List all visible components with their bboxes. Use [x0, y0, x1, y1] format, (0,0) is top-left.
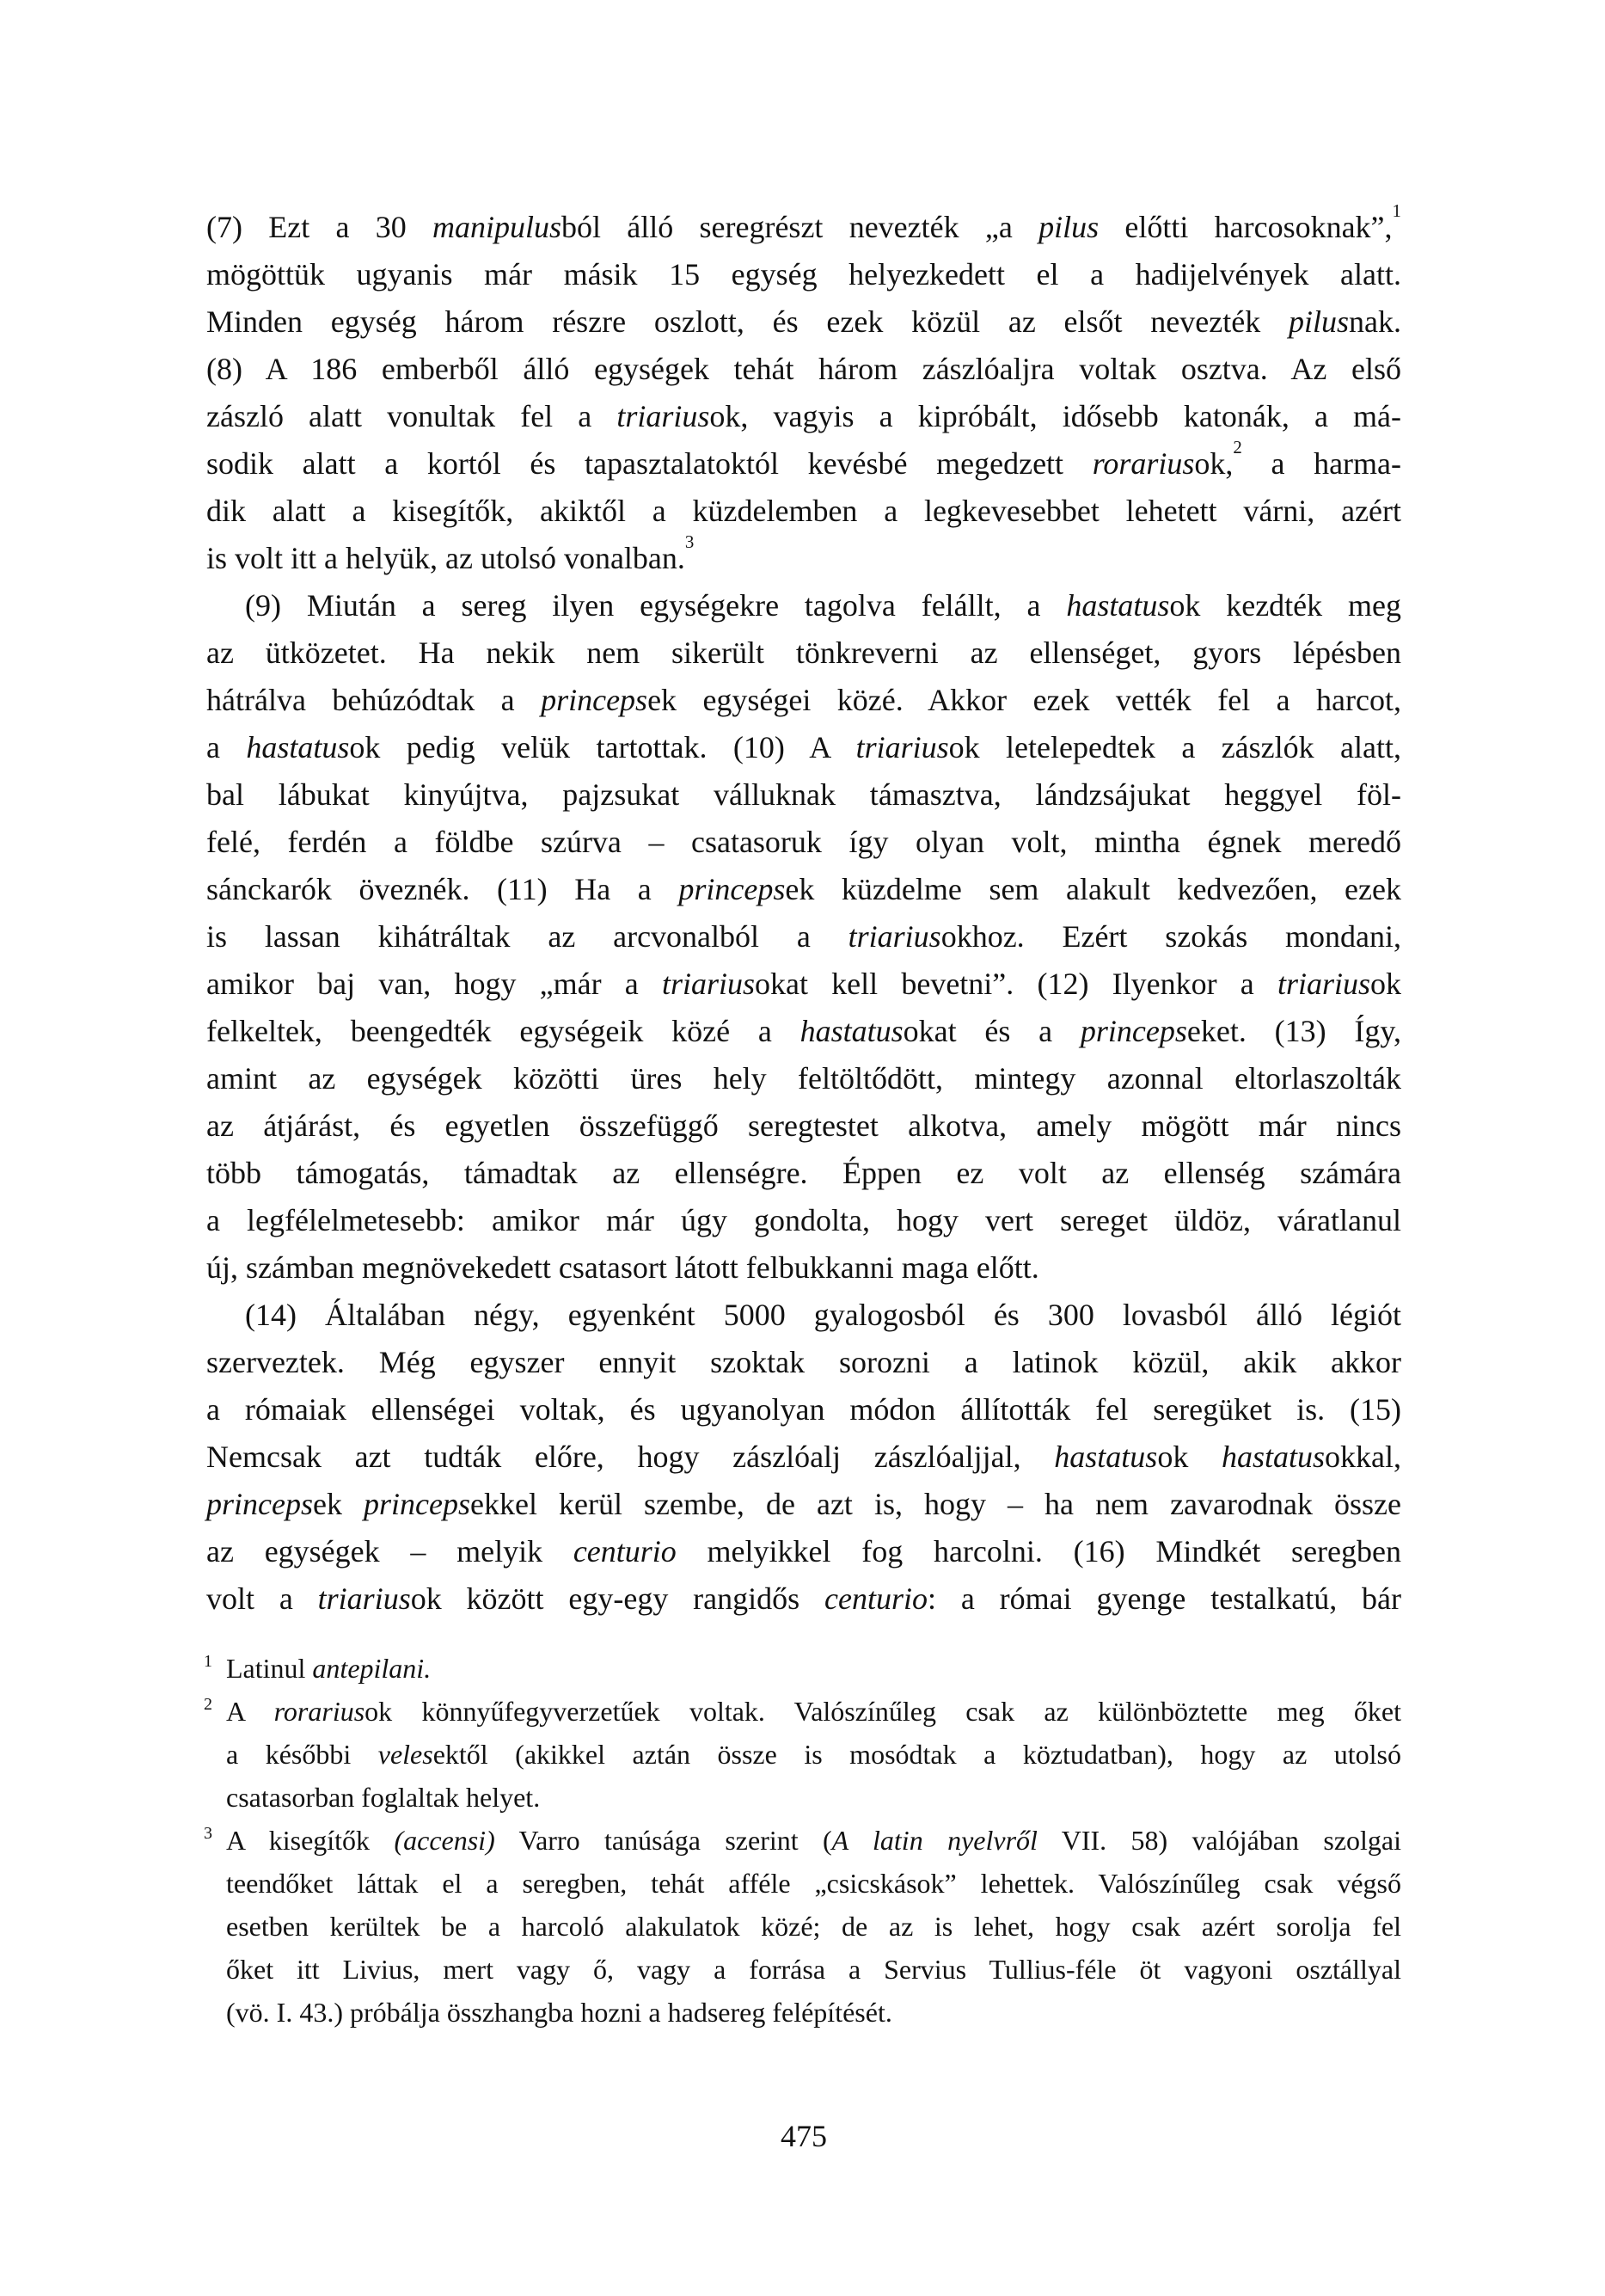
text-line: [206, 1150, 1401, 1197]
text-line: [226, 1905, 1401, 1948]
text-line: [206, 298, 1401, 346]
latin-term: princeps: [541, 683, 648, 717]
latin-term: pilus: [1038, 210, 1100, 244]
text-segment: volt a: [206, 1581, 318, 1616]
text-segment: okat kell bevetni”. (12) Ilyenkor a: [755, 967, 1277, 1001]
text-segment: Varro tanúsága szerint (: [494, 1825, 832, 1856]
text-segment: előtti harcosoknak”,: [1099, 210, 1393, 244]
text-segment: ok letelepedtek a zászlók alatt,: [948, 730, 1401, 764]
text-segment: okkal,: [1325, 1440, 1402, 1474]
text-line: [206, 1528, 1401, 1575]
latin-term: hastatus: [246, 730, 350, 764]
text-segment: Latinul: [226, 1653, 313, 1684]
text-segment: bal lábukat kinyújtva, pajzsukat válluknak támasztva, lándzsájukat heggyel föl-: [206, 777, 1401, 812]
latin-term: princeps: [678, 872, 786, 906]
text-segment: ok könnyűfegyverzetűek voltak. Valószínűleg csak az különböztette meg őket: [364, 1696, 1402, 1727]
text-segment: ok kezdték meg: [1169, 588, 1401, 623]
text-line: [206, 677, 1401, 724]
text-line: [206, 251, 1401, 298]
text-segment: dik alatt a kisegítők, akiktől a küzdelemben a legkevesebbet lehetett várni, azért: [206, 494, 1401, 528]
latin-term: triarius: [661, 967, 756, 1001]
text-segment: több támogatás, támadtak az ellenségre. Éppen ez volt az ellenség számára: [206, 1156, 1401, 1190]
footnotes: [206, 1647, 1401, 2034]
latin-term: princeps: [1080, 1014, 1187, 1048]
text-line: [206, 629, 1401, 677]
text-line: [206, 393, 1401, 440]
text-segment: felkeltek, beengedték egységeik közé a: [206, 1014, 800, 1048]
latin-term: hastatus: [1054, 1440, 1158, 1474]
text-segment: csatasorban foglaltak helyet.: [226, 1782, 541, 1813]
text-segment: melyikkel fog harcolni. (16) Mindkét seregben: [676, 1534, 1401, 1569]
text-segment: a későbbi: [226, 1739, 378, 1770]
text-line: [226, 1948, 1401, 1991]
latin-term: A latin nyelvről: [831, 1825, 1038, 1856]
text-segment: teendőket láttak el a seregben, tehát afféle „csicskások” lehettek. Valószínűleg csak végső: [226, 1868, 1401, 1899]
text-segment: Minden egység három részre oszlott, és ezek közül az elsőt nevezték: [206, 304, 1289, 339]
text-segment: is volt itt a helyük, az utolsó vonalban.: [206, 541, 685, 575]
text-segment: (vö. I. 43.) próbálja összhangba hozni a hadsereg felépítését.: [226, 1997, 892, 2028]
text-segment: okat és a: [903, 1014, 1081, 1048]
latin-term: princeps: [206, 1487, 313, 1521]
footnote-ref: 1: [1392, 200, 1401, 222]
text-line: [206, 1481, 1401, 1528]
text-line: [206, 1102, 1401, 1150]
text-segment: (8) A 186 emberből álló egységek tehát három zászlóaljra voltak osztva. Az első: [206, 352, 1401, 386]
main-text: [206, 200, 1402, 1623]
footnote-ref: 3: [684, 531, 695, 553]
latin-term: triarius: [848, 919, 941, 954]
text-segment: ok között egy-egy rangidős: [410, 1581, 824, 1616]
latin-term: rorarius: [273, 1696, 365, 1727]
latin-term: triarius: [317, 1581, 411, 1616]
text-segment: zászló alatt vonultak fel a: [206, 399, 617, 433]
text-line: [206, 1055, 1401, 1102]
text-line: [226, 1690, 1401, 1733]
text-segment: sodik alatt a kortól és tapasztalatoktól kevésbé megedzett: [206, 446, 1093, 481]
latin-term: princeps: [364, 1487, 470, 1521]
text-segment: A kisegítők: [226, 1825, 395, 1856]
text-segment: őket itt Livius, mert vagy ő, vagy a forrása a Servius Tullius-féle öt vagyoni osztállyal: [226, 1954, 1401, 1985]
text-line: [206, 200, 1401, 251]
text-segment: amint az egységek közötti üres hely feltöltődött, mintegy azonnal eltorlaszolták: [206, 1061, 1401, 1096]
text-segment: sánckarók öveznék. (11) Ha a: [206, 872, 679, 906]
text-segment: ok: [1370, 967, 1401, 1001]
text-segment: hátrálva behúzódtak a: [206, 683, 542, 717]
text-line: [206, 961, 1401, 1008]
text-line: [206, 724, 1401, 771]
footnote: [206, 1690, 1401, 1819]
latin-term: veles: [377, 1739, 433, 1770]
text-segment: ek küzdelme sem alakult kedvezően, ezek: [785, 872, 1401, 906]
text-segment: ekkel kerül szembe, de azt is, hogy – ha nem zavarodnak össze: [469, 1487, 1401, 1521]
text-segment: ok pedig velük tartottak. (10) A: [349, 730, 856, 764]
latin-term: rorarius: [1092, 446, 1195, 481]
text-line: [206, 346, 1401, 393]
text-segment: is lassan kihátráltak az arcvonalból a: [206, 919, 848, 954]
text-line: [206, 531, 1401, 582]
text-segment: az egységek – melyik: [206, 1534, 573, 1569]
text-segment: ek egységei közé. Akkor ezek vették fel a harcot,: [647, 683, 1401, 717]
latin-term: triarius: [1277, 967, 1370, 1001]
text-line: [206, 488, 1401, 535]
text-segment: ek: [312, 1487, 364, 1521]
text-line: [226, 1991, 1401, 2034]
text-segment: VII. 58) valójában szolgai: [1037, 1825, 1402, 1856]
text-segment: új, számban megnövekedett csatasort látott felbukkanni maga előtt.: [206, 1250, 1039, 1285]
text-line: [226, 1733, 1401, 1776]
text-segment: nak.: [1349, 304, 1401, 339]
text-line: [206, 1008, 1401, 1055]
text-line: [206, 1197, 1401, 1244]
latin-term: manipulus: [432, 210, 561, 244]
latin-term: triarius: [855, 730, 949, 764]
footnote-marker: 2: [204, 1695, 212, 1714]
text-segment: (7) Ezt a 30: [206, 210, 432, 244]
text-segment: Nemcsak azt tudták előre, hogy zászlóalj zászlóaljjal,: [206, 1440, 1055, 1474]
latin-term: (accensi): [394, 1825, 495, 1856]
text-segment: a rómaiak ellenségei voltak, és ugyanolyan módon állították fel seregüket is. (15): [206, 1392, 1401, 1427]
text-line: [226, 1647, 1401, 1690]
text-line: [206, 437, 1401, 488]
text-segment: ok, vagyis a kipróbált, idősebb katonák, a má-: [709, 399, 1401, 433]
text-segment: ok: [1157, 1440, 1222, 1474]
text-line: [206, 1244, 1401, 1292]
text-segment: az átjárást, és egyetlen összefüggő seregtestet alkotva, amely mögött már nincs: [206, 1108, 1401, 1143]
text-line: [206, 1339, 1401, 1386]
text-segment: ok,: [1194, 446, 1234, 481]
text-line: [226, 1862, 1401, 1905]
footnote: [206, 1647, 1401, 1690]
text-segment: ból álló seregrészt nevezték „a: [561, 210, 1039, 244]
text-segment: a harma-: [1241, 446, 1401, 481]
text-segment: A: [226, 1696, 274, 1727]
text-segment: mögöttük ugyanis már másik 15 egység helyezkedett el a hadijelvények alatt.: [206, 257, 1401, 292]
text-segment: ektől (akikkel aztán össze is mosódtak a köztudatban), hogy az utolsó: [432, 1739, 1402, 1770]
latin-term: hastatus: [799, 1014, 904, 1048]
footnote-marker: 3: [204, 1824, 212, 1843]
text-segment: (9) Miután a sereg ilyen egységekre tagolva felállt, a: [245, 588, 1067, 623]
latin-term: hastatus: [1066, 588, 1170, 623]
latin-term: centurio: [824, 1581, 928, 1616]
latin-term: hastatus: [1222, 1440, 1326, 1474]
text-line: [206, 1433, 1401, 1481]
text-segment: a: [206, 730, 247, 764]
latin-term: pilus: [1289, 304, 1350, 339]
text-segment: : a római gyenge testalkatú, bár: [927, 1581, 1402, 1616]
text-line: [206, 582, 1401, 629]
text-line: [206, 819, 1401, 866]
text-line: [226, 1819, 1401, 1862]
footnote-marker: 1: [204, 1652, 212, 1671]
latin-term: triarius: [616, 399, 710, 433]
text-segment: eket. (13) Így,: [1186, 1014, 1402, 1048]
latin-term: centurio: [573, 1534, 677, 1569]
footnote: [206, 1819, 1401, 2034]
text-segment: szerveztek. Még egyszer ennyit szoktak sorozni a latinok közül, akik akkor: [206, 1345, 1401, 1379]
latin-term: antepilani.: [312, 1653, 432, 1684]
text-line: [226, 1776, 1401, 1819]
text-segment: okhoz. Ezért szokás mondani,: [940, 919, 1401, 954]
page-number: 475: [781, 2119, 827, 2153]
text-segment: amikor baj van, hogy „már a: [206, 967, 662, 1001]
text-segment: a legfélelmetesebb: amikor már úgy gondolta, hogy vert sereget üldöz, váratlanul: [206, 1203, 1401, 1237]
text-line: [206, 1386, 1401, 1433]
text-segment: (14) Általában négy, egyenként 5000 gyalogosból és 300 lovasból álló légiót: [245, 1298, 1401, 1332]
text-segment: az ütközetet. Ha nekik nem sikerült tönkreverni az ellenséget, gyors lépésben: [206, 635, 1401, 670]
text-line: [206, 866, 1401, 913]
footnote-ref: 2: [1233, 437, 1242, 458]
text-line: [206, 771, 1401, 819]
text-segment: esetben kerültek be a harcoló alakulatok közé; de az is lehet, hogy csak azért sorolja fel: [226, 1911, 1401, 1942]
text-line: [206, 913, 1401, 961]
text-line: [206, 1292, 1401, 1339]
text-line: [206, 1575, 1401, 1623]
text-segment: felé, ferdén a földbe szúrva – csatasoruk így olyan volt, mintha égnek meredő: [206, 825, 1401, 859]
